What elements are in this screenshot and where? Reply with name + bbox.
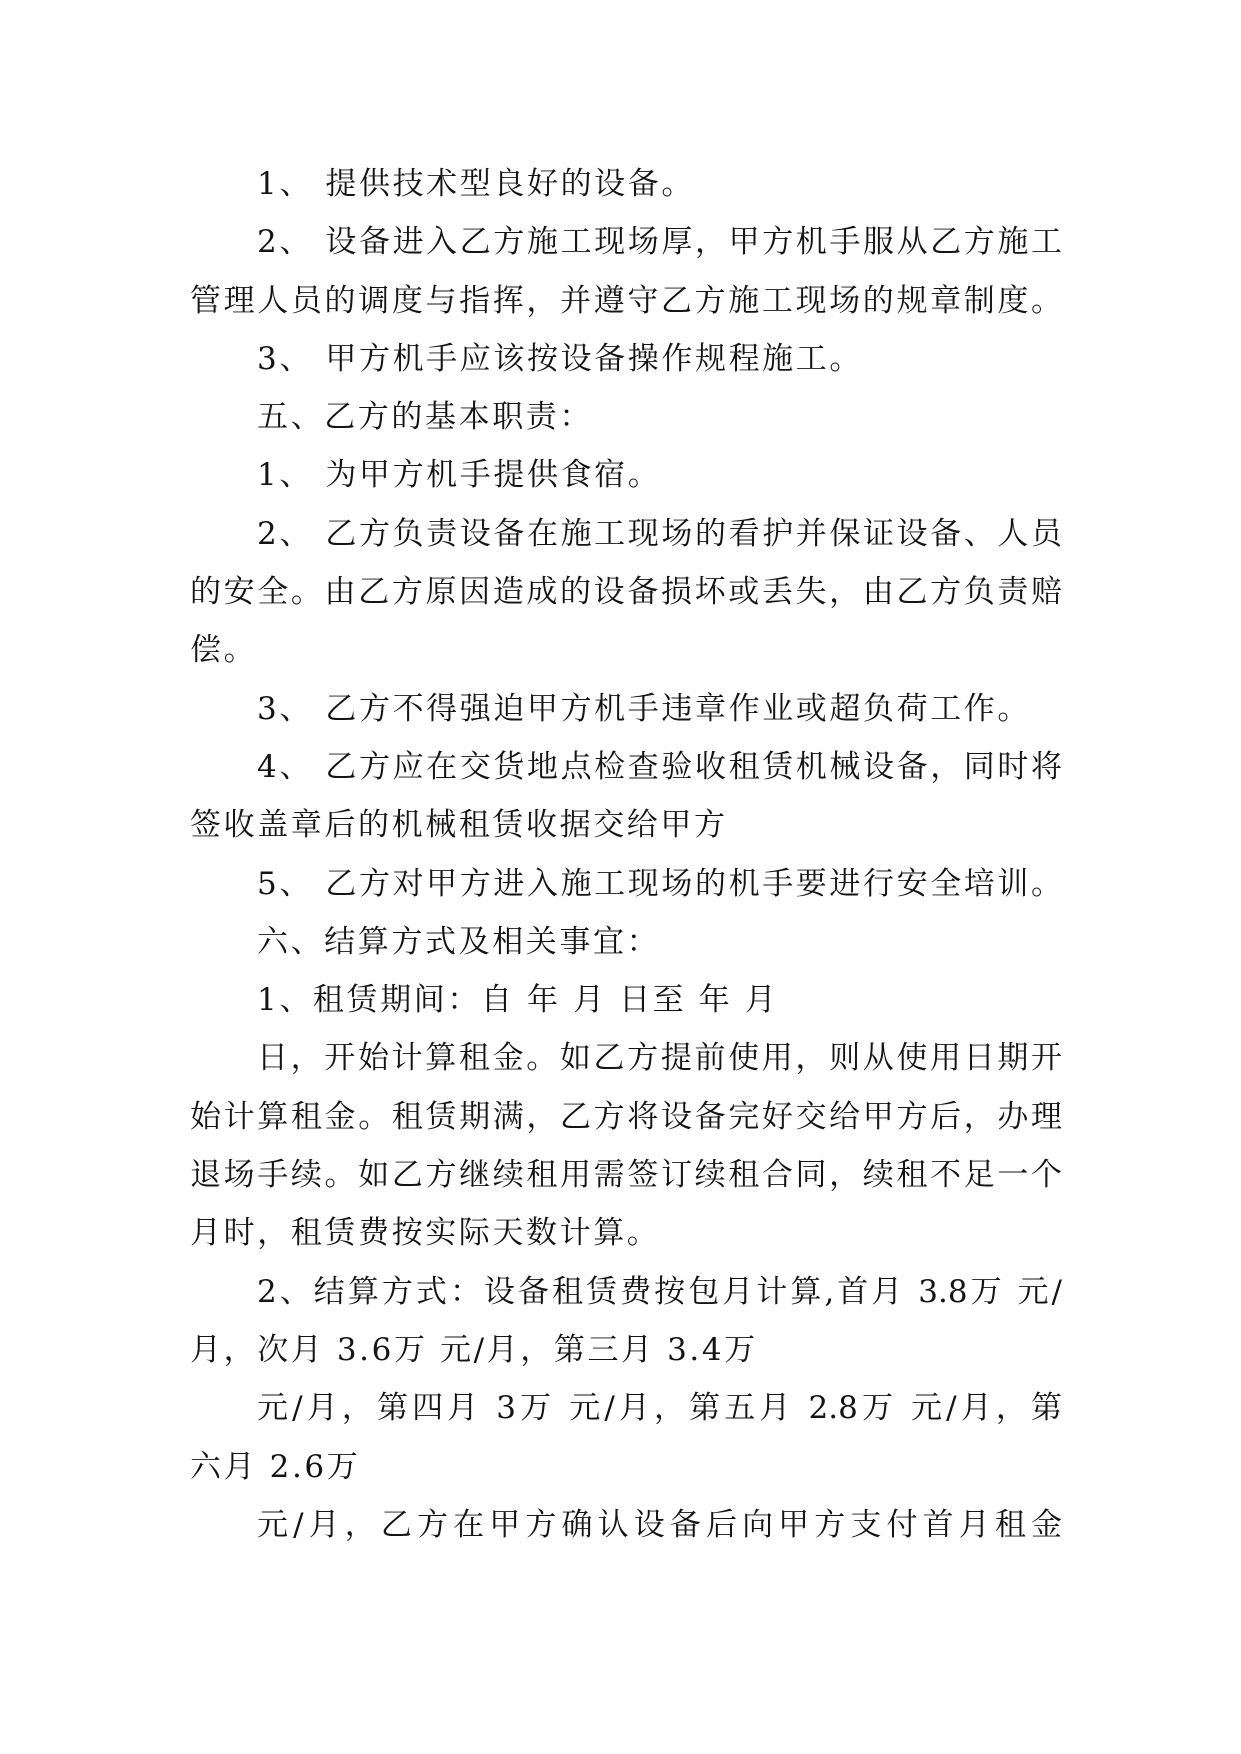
clause-line: 1、 提供技术型良好的设备。 — [257, 166, 695, 202]
document-body — [190, 155, 1062, 1554]
clause-line: 六月 2.6万 — [190, 1448, 361, 1485]
clause-line: 3、 甲方机手应该按设备操作规程施工。 — [257, 340, 863, 377]
clause-line: 元/月，第四月 3万 元/月，第五月 2.8万 元/月，第 — [257, 1390, 1062, 1427]
clause-line: 2、 设备进入乙方施工现场厚，甲方机手服从乙方施工 — [257, 224, 1062, 261]
clause-line: 4、 乙方应在交货地点检查验收租赁机械设备，同时将 — [257, 748, 1062, 785]
clause-line: 2、 乙方负责设备在施工现场的看护并保证设备、人员 — [257, 515, 1062, 552]
clause-line: 日，开始计算租金。如乙方提前使用，则从使用日期开 — [257, 1040, 1062, 1077]
clause-line: 偿。 — [190, 632, 258, 669]
clause-line: 月时，租赁费按实际天数计算。 — [190, 1215, 661, 1252]
clause-line: 管理人员的调度与指挥，并遵守乙方施工现场的规章制度。 — [190, 282, 1062, 319]
clause-line: 签收盖章后的机械租赁收据交给甲方 — [190, 807, 728, 844]
clause-line: 退场手续。如乙方继续租用需签订续租合同，续租不足一个 — [190, 1157, 1062, 1194]
clause-line: 始计算租金。租赁期满，乙方将设备完好交给甲方后，办理 — [190, 1098, 1062, 1135]
section-heading: 六、结算方式及相关事宜： — [257, 923, 661, 960]
clause-line: 1、租赁期间：自 年 月 日至 年 月 — [257, 982, 779, 1019]
clause-line: 5、 乙方对甲方进入施工现场的机手要进行安全培训。 — [257, 865, 1062, 902]
section-heading: 五、乙方的基本职责： — [257, 399, 593, 436]
clause-line: 的安全。由乙方原因造成的设备损坏或丢失，由乙方负责赔 — [190, 574, 1062, 611]
clause-line: 月，次月 3.6万 元/月，第三月 3.4万 — [190, 1331, 758, 1368]
clause-line: 1、 为甲方机手提供食宿。 — [257, 457, 662, 494]
clause-line: 2、结算方式：设备租赁费按包月计算,首月 3.8万 元/ — [257, 1273, 1062, 1310]
clause-line: 3、 乙方不得强迫甲方机手违章作业或超负荷工作。 — [257, 690, 1031, 727]
clause-line: 元/月，乙方在甲方确认设备后向甲方支付首月租金 — [257, 1506, 1062, 1543]
